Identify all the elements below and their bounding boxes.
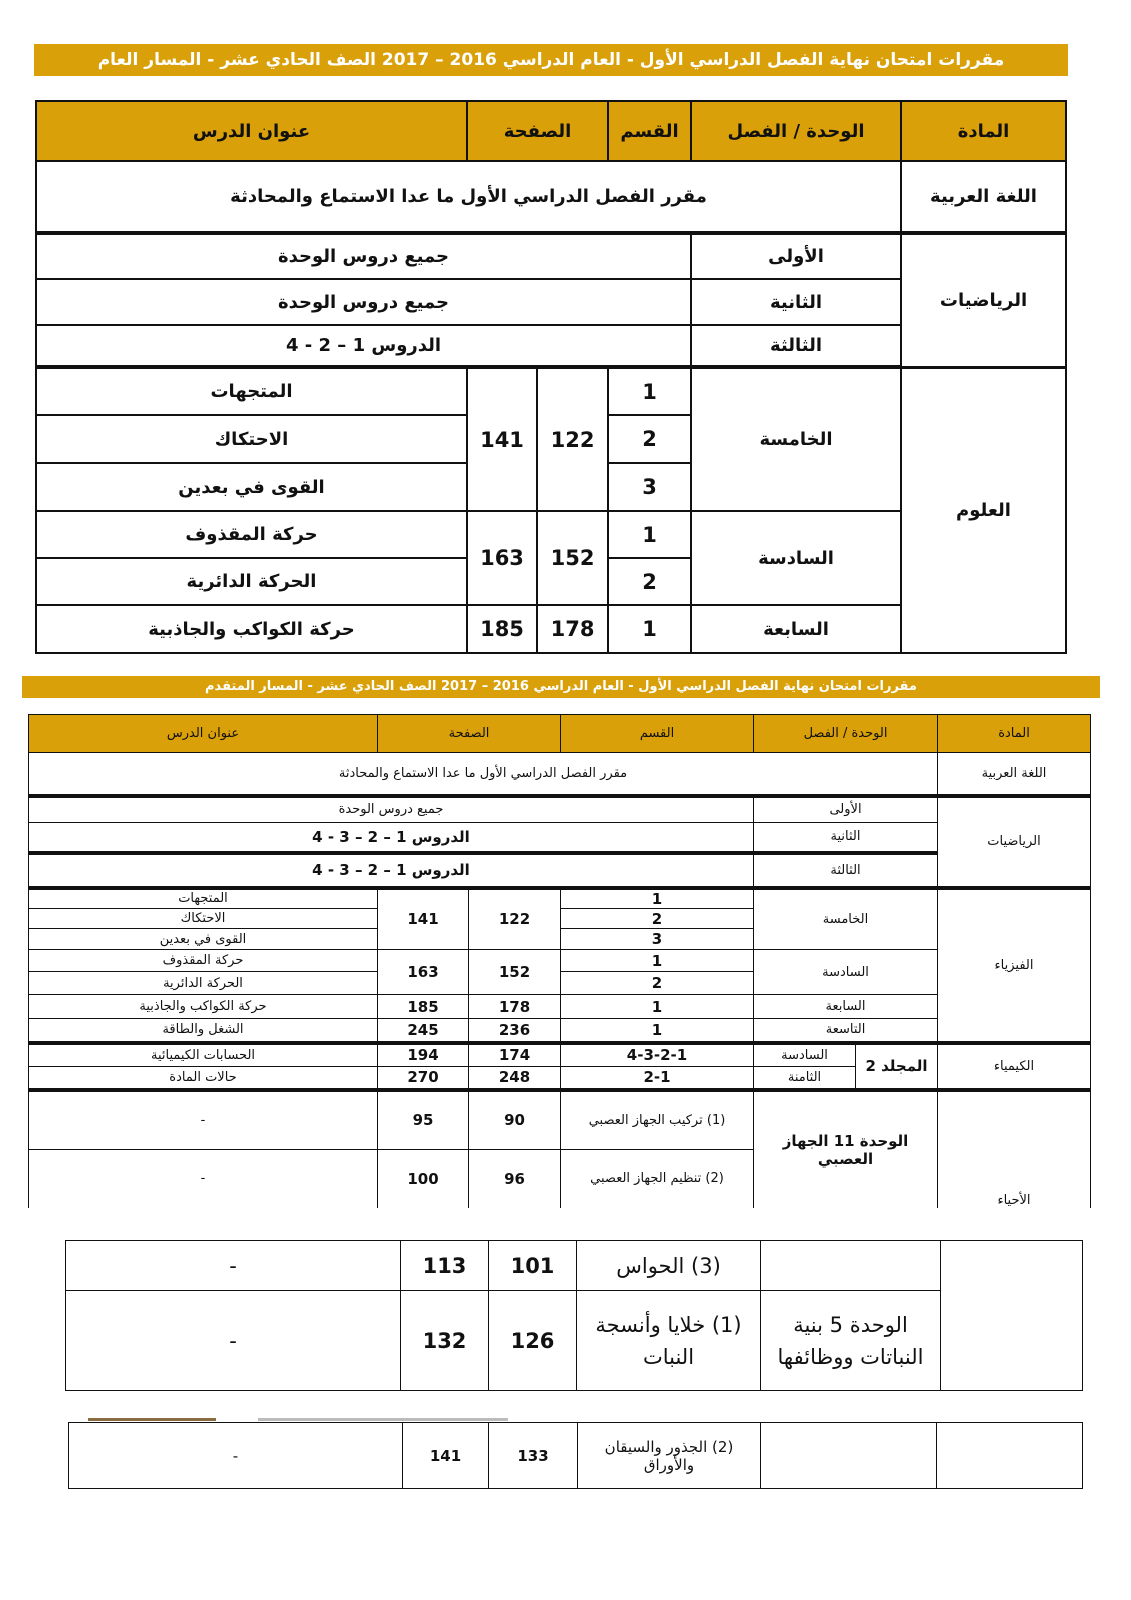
physics-unit: الخامسة bbox=[754, 888, 938, 950]
advanced-track-title: مقررات امتحان نهاية الفصل الدراسي الأول - العام الدراسي 2016 – 2017 الصف الحادي عشر - المسار المتقدم bbox=[22, 676, 1100, 698]
page-start: 178 bbox=[537, 605, 608, 653]
lesson-title: الاحتكاك bbox=[36, 415, 467, 463]
section-title: (1) خلايا وأنسجة النبات bbox=[577, 1291, 761, 1391]
subject-arabic: اللغة العربية bbox=[938, 753, 1091, 796]
subject-physics: الفيزياء bbox=[938, 888, 1091, 1043]
subject-math: الرياضيات bbox=[938, 796, 1091, 888]
subject-blank bbox=[941, 1241, 1083, 1391]
section-number: 1 bbox=[561, 888, 754, 909]
page-start: 90 bbox=[469, 1090, 561, 1150]
math-unit: الأولى bbox=[691, 233, 901, 279]
page-end: 163 bbox=[467, 511, 537, 605]
header-page: الصفحة bbox=[378, 715, 561, 753]
header-subject: المادة bbox=[901, 101, 1066, 161]
page-start: 126 bbox=[489, 1291, 577, 1391]
page-end: 141 bbox=[378, 888, 469, 950]
math-scope: جميع دروس الوحدة bbox=[36, 279, 691, 325]
header-unit: الوحدة / الفصل bbox=[754, 715, 938, 753]
lesson-title: حركة الكواكب والجاذبية bbox=[29, 995, 378, 1019]
header-page: الصفحة bbox=[467, 101, 608, 161]
lesson-title: - bbox=[69, 1423, 403, 1489]
lesson-title: حركة المقذوف bbox=[29, 950, 378, 972]
page-start: 178 bbox=[469, 995, 561, 1019]
lesson-title: الحركة الدائرية bbox=[29, 972, 378, 995]
lesson-title: المتجهات bbox=[29, 888, 378, 909]
math-unit: الثالثة bbox=[691, 325, 901, 367]
section-title: (1) تركيب الجهاز العصبي bbox=[561, 1090, 754, 1150]
header-lesson: عنوان الدرس bbox=[36, 101, 467, 161]
section-number: 3 bbox=[608, 463, 691, 511]
page-start: 96 bbox=[469, 1150, 561, 1208]
math-unit: الثانية bbox=[754, 823, 938, 853]
header-section: القسم bbox=[608, 101, 691, 161]
lesson-title: - bbox=[66, 1241, 401, 1291]
science-unit: السادسة bbox=[691, 511, 901, 605]
biology-continuation-table bbox=[65, 1240, 1083, 1391]
page-end: 113 bbox=[401, 1241, 489, 1291]
section-number: 1 bbox=[608, 605, 691, 653]
subject-blank bbox=[937, 1423, 1083, 1489]
arabic-scope: مقرر الفصل الدراسي الأول ما عدا الاستماع والمحادثة bbox=[29, 753, 938, 796]
page-end: 141 bbox=[403, 1423, 489, 1489]
math-unit: الأولى bbox=[754, 796, 938, 823]
page-end: 194 bbox=[378, 1043, 469, 1067]
chemistry-unit: السادسة bbox=[754, 1043, 856, 1067]
header-section: القسم bbox=[561, 715, 754, 753]
subject-math: الرياضيات bbox=[901, 233, 1066, 367]
lesson-title: القوى في بعدين bbox=[29, 929, 378, 950]
math-scope: جميع دروس الوحدة bbox=[36, 233, 691, 279]
subject-chemistry: الكيمياء bbox=[938, 1043, 1091, 1090]
section-number: 4-3-2-1 bbox=[561, 1043, 754, 1067]
page-start: 236 bbox=[469, 1019, 561, 1043]
page-end: 270 bbox=[378, 1067, 469, 1090]
physics-unit: التاسعة bbox=[754, 1019, 938, 1043]
page-end: 95 bbox=[378, 1090, 469, 1150]
lesson-title: حركة الكواكب والجاذبية bbox=[36, 605, 467, 653]
math-scope: الدروس 1 – 2 – 3 - 4 bbox=[29, 853, 754, 888]
lesson-title: الشغل والطاقة bbox=[29, 1019, 378, 1043]
lesson-title: المتجهات bbox=[36, 367, 467, 415]
page-start: 133 bbox=[489, 1423, 578, 1489]
page-end: 100 bbox=[378, 1150, 469, 1208]
section-number: 2-1 bbox=[561, 1067, 754, 1090]
header-lesson: عنوان الدرس bbox=[29, 715, 378, 753]
lesson-title: - bbox=[29, 1090, 378, 1150]
section-title: (2) الجذور والسيقان والأوراق bbox=[578, 1423, 761, 1489]
science-unit: الخامسة bbox=[691, 367, 901, 511]
page-end: 245 bbox=[378, 1019, 469, 1043]
general-track-title: مقررات امتحان نهاية الفصل الدراسي الأول - العام الدراسي 2016 – 2017 الصف الحادي عشر - المسار العام bbox=[34, 44, 1068, 76]
page-start: 122 bbox=[537, 367, 608, 511]
page-start: 174 bbox=[469, 1043, 561, 1067]
biology-unit: الوحدة 11 الجهاز العصبي bbox=[754, 1090, 938, 1208]
section-number: 1 bbox=[561, 995, 754, 1019]
page-end: 163 bbox=[378, 950, 469, 995]
chemistry-unit: الثامنة bbox=[754, 1067, 856, 1090]
scan-artifact bbox=[88, 1418, 216, 1421]
math-scope: جميع دروس الوحدة bbox=[29, 796, 754, 823]
page-end: 185 bbox=[378, 995, 469, 1019]
physics-unit: السابعة bbox=[754, 995, 938, 1019]
math-unit: الثانية bbox=[691, 279, 901, 325]
section-number: 1 bbox=[608, 511, 691, 558]
section-number: 3 bbox=[561, 929, 754, 950]
scan-artifact bbox=[258, 1418, 508, 1421]
advanced-track-table bbox=[28, 714, 1091, 1208]
arabic-scope: مقرر الفصل الدراسي الأول ما عدا الاستماع والمحادثة bbox=[36, 161, 901, 233]
section-number: 1 bbox=[561, 950, 754, 972]
chemistry-volume: المجلد 2 bbox=[856, 1043, 938, 1090]
page-start: 152 bbox=[469, 950, 561, 995]
lesson-title: الحسابات الكيميائية bbox=[29, 1043, 378, 1067]
lesson-title: الحركة الدائرية bbox=[36, 558, 467, 605]
physics-unit: السادسة bbox=[754, 950, 938, 995]
lesson-title: القوى في بعدين bbox=[36, 463, 467, 511]
header-unit: الوحدة / الفصل bbox=[691, 101, 901, 161]
biology-continuation-table-2 bbox=[68, 1422, 1083, 1489]
lesson-title: الاحتكاك bbox=[29, 909, 378, 929]
section-number: 1 bbox=[608, 367, 691, 415]
general-track-table bbox=[35, 100, 1067, 654]
biology-unit: الوحدة 5 بنية النباتات ووظائفها bbox=[761, 1291, 941, 1391]
page-start: 101 bbox=[489, 1241, 577, 1291]
section-number: 1 bbox=[561, 1019, 754, 1043]
section-number: 2 bbox=[608, 415, 691, 463]
section-number: 2 bbox=[561, 972, 754, 995]
page-start: 248 bbox=[469, 1067, 561, 1090]
section-number: 2 bbox=[608, 558, 691, 605]
subject-biology: الأحياء bbox=[938, 1090, 1091, 1208]
section-number: 2 bbox=[561, 909, 754, 929]
page-start: 122 bbox=[469, 888, 561, 950]
page-end: 185 bbox=[467, 605, 537, 653]
math-scope: الدروس 1 – 2 - 4 bbox=[36, 325, 691, 367]
lesson-title: حركة المقذوف bbox=[36, 511, 467, 558]
lesson-title: - bbox=[66, 1291, 401, 1391]
page-start: 152 bbox=[537, 511, 608, 605]
section-title: (3) الحواس bbox=[577, 1241, 761, 1291]
lesson-title: - bbox=[29, 1150, 378, 1208]
header-subject: المادة bbox=[938, 715, 1091, 753]
science-unit: السابعة bbox=[691, 605, 901, 653]
subject-science: العلوم bbox=[901, 367, 1066, 653]
lesson-title: حالات المادة bbox=[29, 1067, 378, 1090]
section-title: (2) تنظيم الجهاز العصبي bbox=[561, 1150, 754, 1208]
page-end: 132 bbox=[401, 1291, 489, 1391]
math-scope: الدروس 1 – 2 – 3 - 4 bbox=[29, 823, 754, 853]
subject-arabic: اللغة العربية bbox=[901, 161, 1066, 233]
page-end: 141 bbox=[467, 367, 537, 511]
unit-blank bbox=[761, 1241, 941, 1291]
unit-blank bbox=[761, 1423, 937, 1489]
math-unit: الثالثة bbox=[754, 853, 938, 888]
